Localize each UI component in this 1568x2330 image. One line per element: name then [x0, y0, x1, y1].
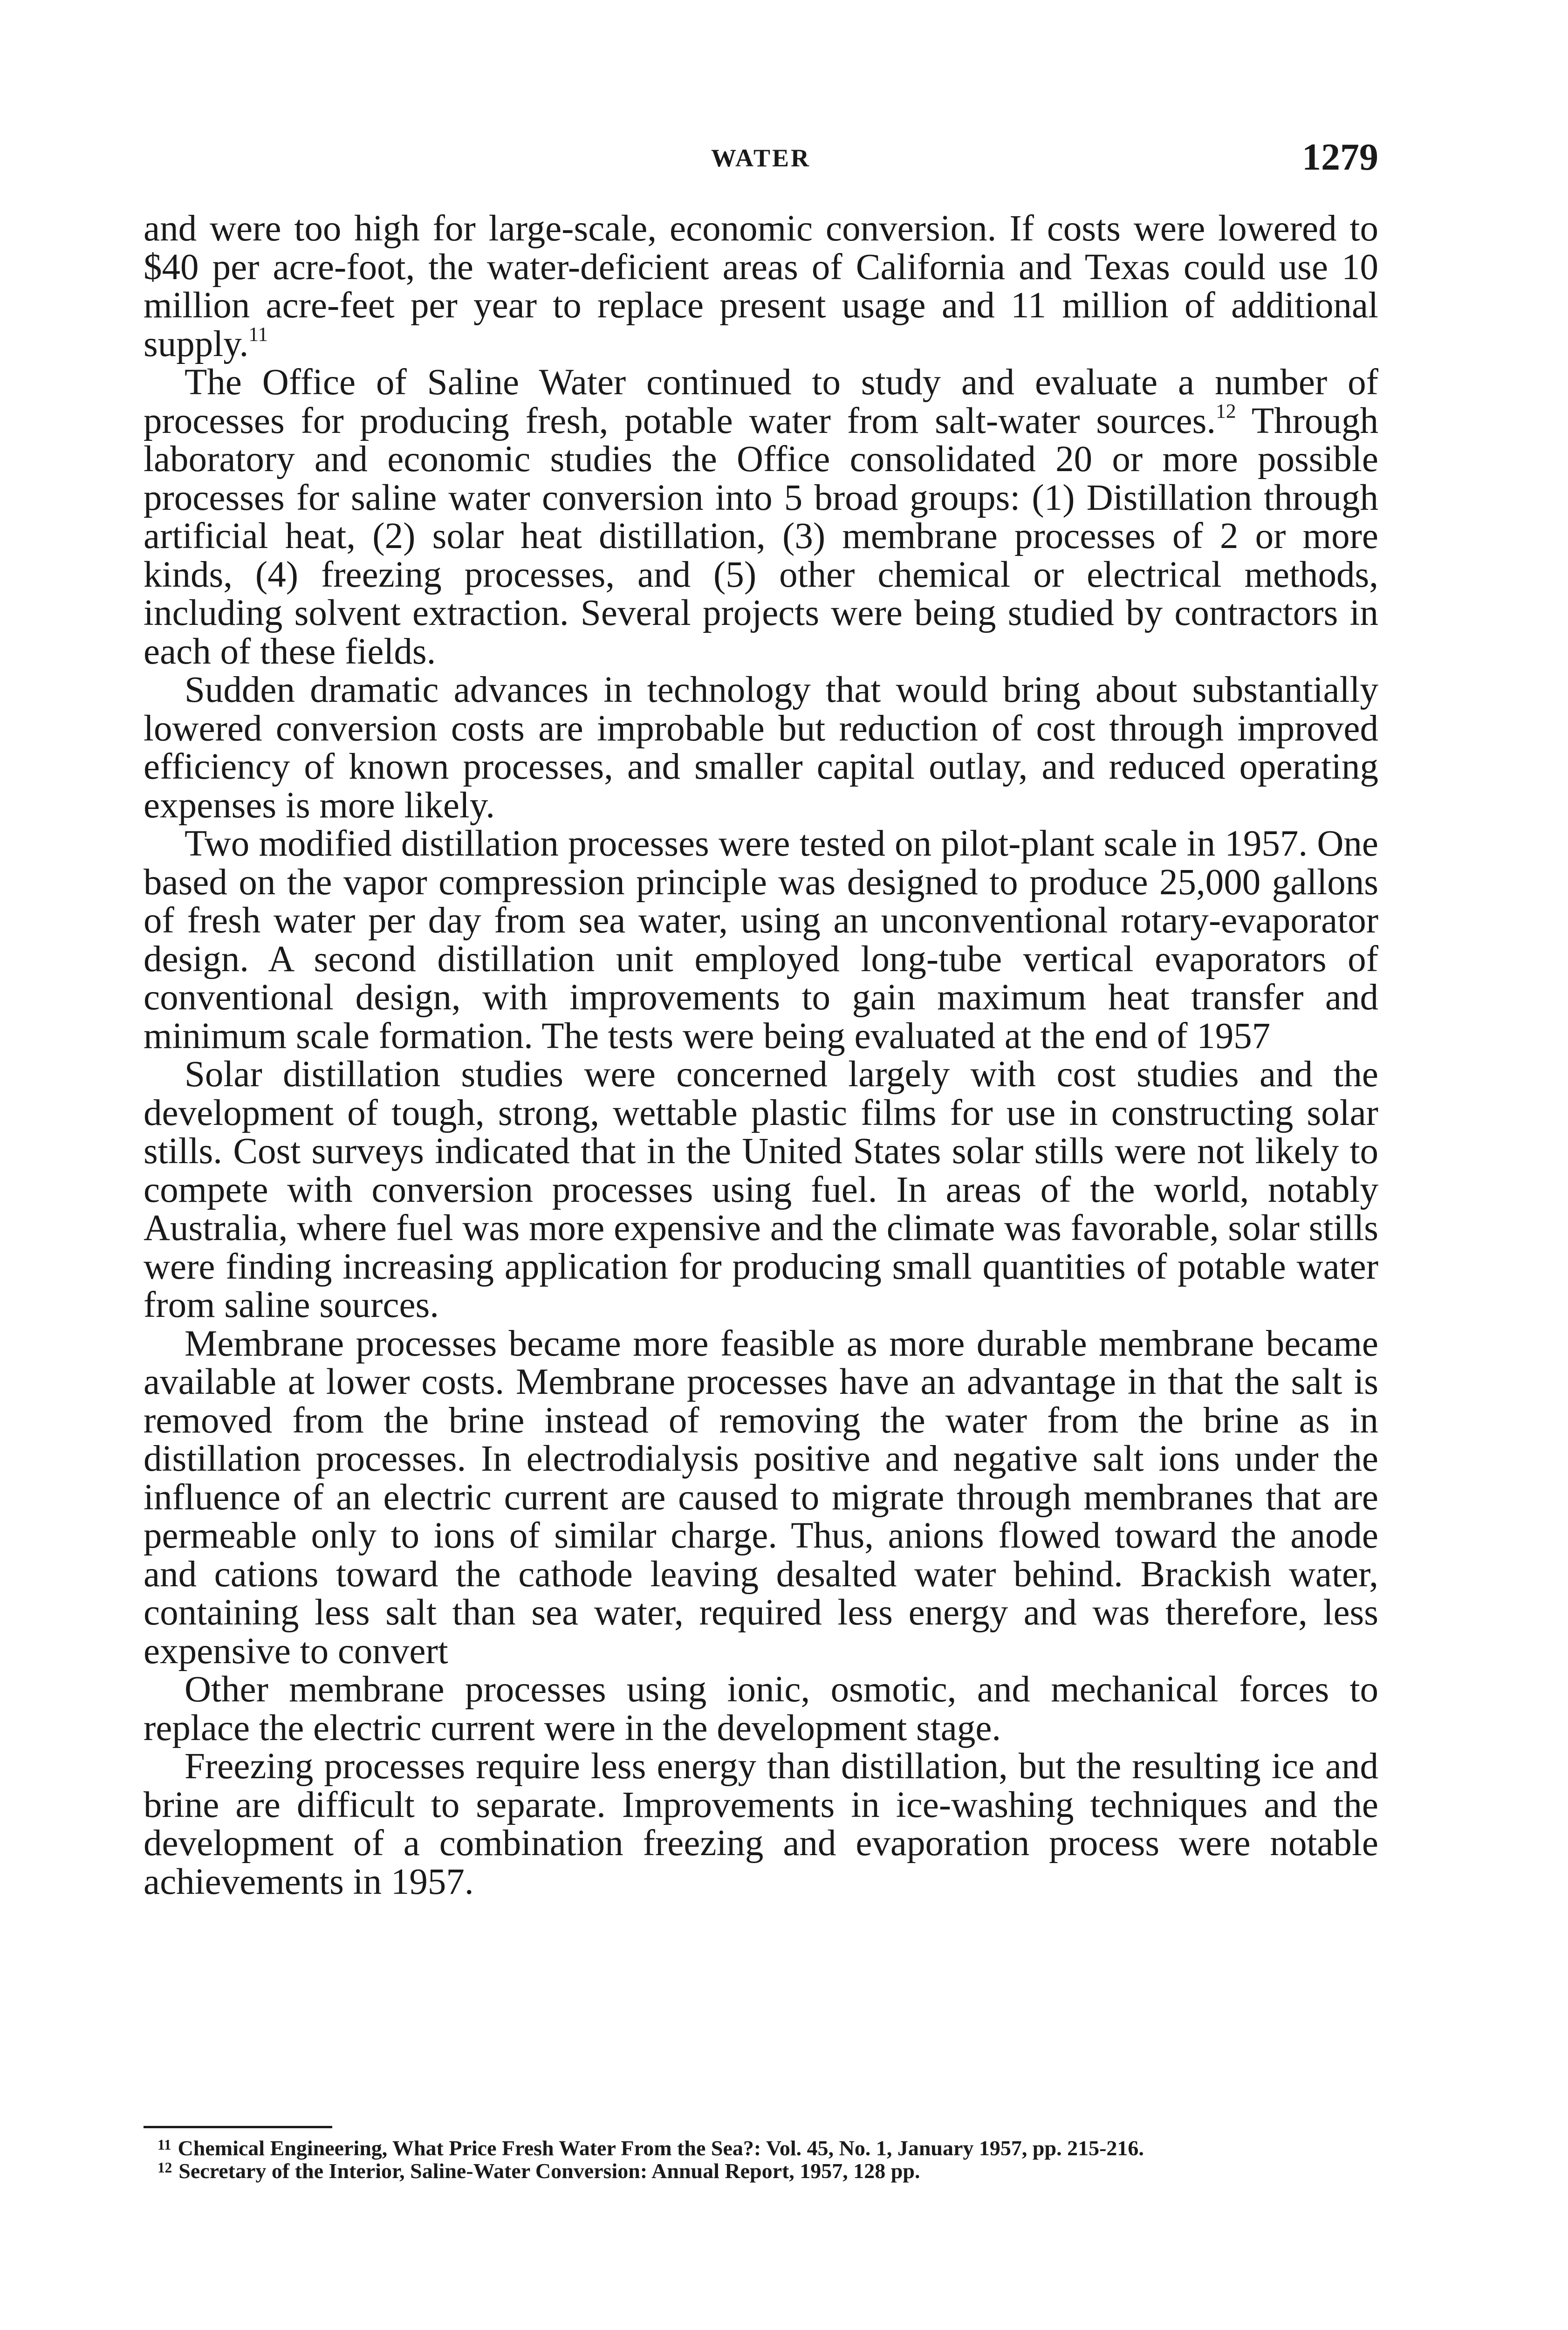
footnote-mark: 11 [157, 2136, 171, 2153]
paragraph-1 [144, 210, 1378, 363]
paragraph-2-text-b: Through laboratory and economic studies the Office consolidated 20 or more possible processes for saline water conversion into 5 broad groups: (1) Distillation through artificial heat, (2) solar heat distillation, (3) membrane processes of 2 or more kinds, (4) freezing processes, and (5) other chemical or electrical methods, including solvent extraction. Several projects were being studied by contractors in each of these fields. [144, 400, 1378, 672]
paragraph-2 [144, 363, 1378, 671]
footnote-ref-11: 11 [248, 322, 268, 345]
paragraph-1-text: and were too high for large-scale, economic conversion. If costs were lowered to $40 per acre-foot, the water-deficient areas of California and Texas could use 10 million acre-feet per year to replace present usage and 11 million of additional supply. [144, 208, 1378, 364]
paragraph-8: Freezing processes require less energy than distillation, but the resulting ice and brine are difficult to separate. Improvements in ice-washing techniques and the development of a combination freezing and evaporation process were notable achievements in 1957. [144, 1746, 1378, 1902]
running-title: WATER [711, 144, 811, 172]
footnotes [144, 2137, 1378, 2182]
footnote-ref-12: 12 [1216, 399, 1236, 422]
footnote-mark: 12 [157, 2159, 172, 2176]
running-head [144, 135, 1378, 186]
footnote-11 [144, 2137, 1378, 2159]
paragraph-2-text-a: The Office of Saline Water continued to study and evaluate a number of processes for producing fresh, potable water from salt-water sources. [144, 362, 1378, 441]
paragraph-7: Other membrane processes using ionic, osmotic, and mechanical forces to replace the electric current were in the development stage. [144, 1669, 1378, 1748]
paragraph-6: Membrane processes became more feasible as more durable membrane became available at lower costs. Membrane processes have an advantage in that the salt is removed from the brine instead of removing the water from the brine as in distillation processes. In electrodialysis positive and negative salt ions under the influence of an electric current are caused to migrate through membranes that are permeable only to ions of similar charge. Thus, anions flowed toward the anode and cations toward the cathode leaving desalted water behind. Brackish water, containing less salt than sea water, required less energy and was therefore, less expensive to convert [144, 1323, 1378, 1672]
paragraph-3: Sudden dramatic advances in technology that would bring about substantially lowered conversion costs are improbable but reduction of cost through improved efficiency of known processes, and smaller capital outlay, and reduced operating expenses is more likely. [144, 670, 1378, 826]
footnote-text: Chemical Engineering, What Price Fresh Water From the Sea?: Vol. 45, No. 1, January 1957, pp. 215-216. [178, 2136, 1144, 2160]
body-text [144, 210, 1378, 1901]
footnote-rule [144, 2126, 332, 2128]
paragraph-5: Solar distillation studies were concerned largely with cost studies and the development of tough, strong, wettable plastic films for use in constructing solar stills. Cost surveys indicated that in the United States solar stills were not likely to compete with conversion processes using fuel. In areas of the world, notably Australia, where fuel was more expensive and the climate was favorable, solar stills were finding increasing application for producing small quantities of potable water from saline sources. [144, 1054, 1378, 1325]
footnote-text: Secretary of the Interior, Saline-Water Conversion: Annual Report, 1957, 128 pp. [178, 2159, 920, 2183]
footnote-12 [144, 2159, 1378, 2182]
paragraph-4: Two modified distillation processes were tested on pilot-plant scale in 1957. One based on the vapor compression principle was designed to produce 25,000 gallons of fresh water per day from sea water, using an unconventional rotary-evaporator design. A second distillation unit employed long-tube vertical evaporators of conventional design, with improvements to gain maximum heat transfer and minimum scale formation. The tests were being evaluated at the end of 1957 [144, 823, 1378, 1056]
page-number: 1279 [1302, 136, 1378, 178]
